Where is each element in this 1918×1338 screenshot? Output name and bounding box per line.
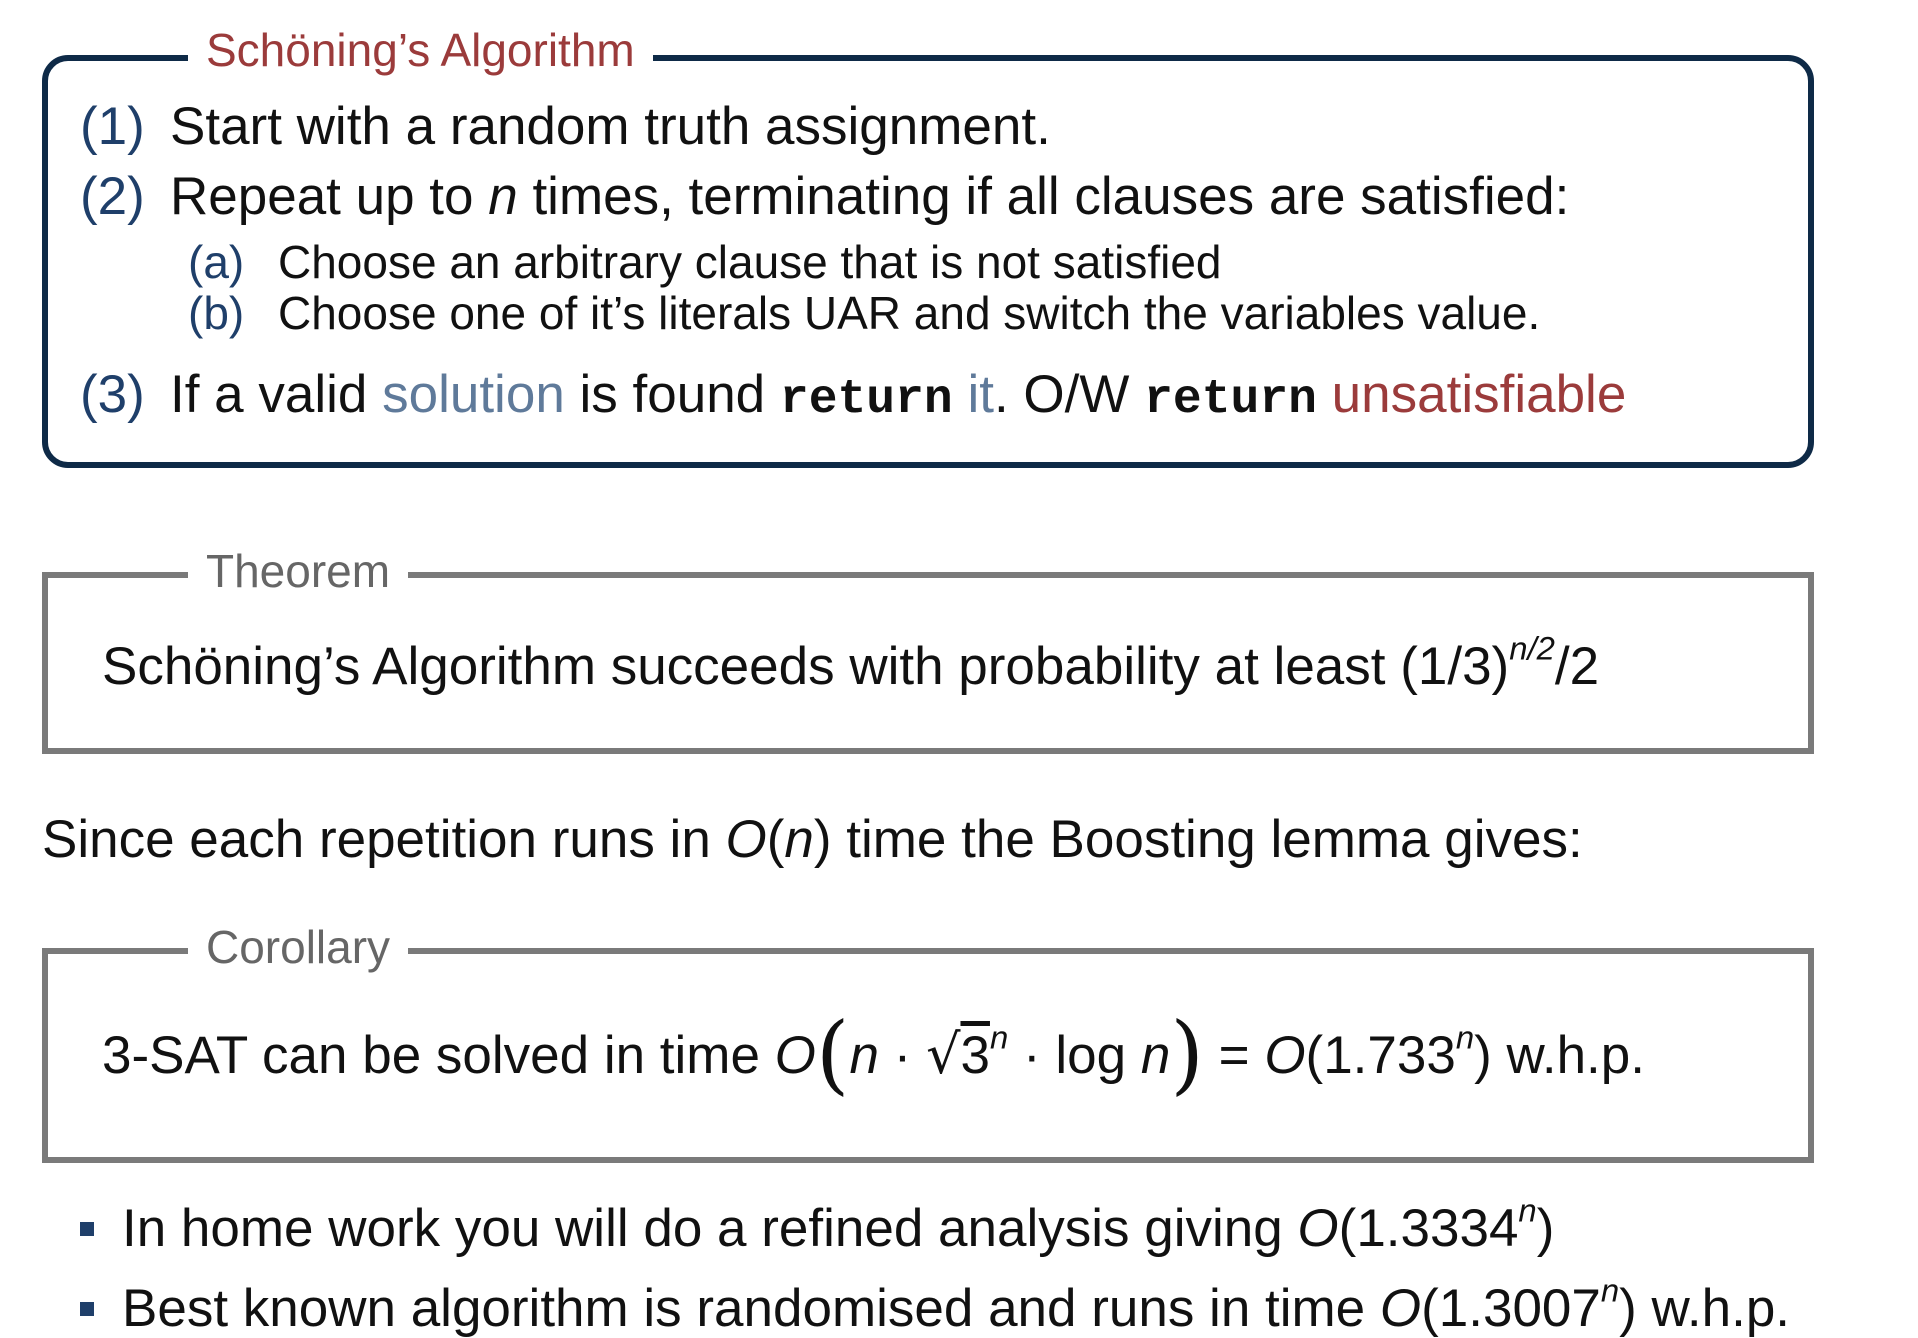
theorem-statement [102, 629, 1600, 696]
bullet-2-tail: w.h.p. [1636, 1279, 1791, 1338]
bullet-1-base: 1.3334 [1356, 1199, 1519, 1258]
corollary-dot-2: · [1022, 1026, 1041, 1085]
step-3-text-b: is found [564, 365, 780, 424]
bullet-marker-2 [80, 1302, 94, 1316]
it-word: it [967, 365, 994, 424]
corollary-right-paren: ) [1170, 1004, 1204, 1105]
theorem-title: Theorem [188, 548, 408, 594]
algorithm-title: Schöning’s Algorithm [188, 27, 653, 73]
corollary-equals: = [1218, 1026, 1250, 1085]
step-2 [80, 167, 1570, 226]
corollary-base-exponent: n [1455, 1018, 1475, 1056]
boosting-text-b: time the Boosting lemma gives: [831, 810, 1583, 869]
theorem-expr-exponent: n/2 [1509, 629, 1555, 667]
substep-a-number: (a) [188, 236, 245, 288]
substep-b [188, 287, 1541, 339]
corollary-statement: 3-SAT can be solved in time O(n · √3$^n$ · log n) = O(1.733$^n$) w.h.p. [102, 1004, 1645, 1105]
boosting-O: O [725, 810, 767, 869]
corollary-O-2: O [1264, 1026, 1306, 1085]
substep-a [188, 236, 1222, 288]
step-3 [80, 365, 1627, 427]
corollary-title: Corollary [188, 924, 408, 970]
bullet-1-O: O [1297, 1199, 1339, 1258]
corollary-base: 1.733 [1323, 1026, 1456, 1085]
return-keyword-2: return [1144, 373, 1317, 427]
corollary-log: log [1055, 1026, 1127, 1085]
bullet-item-1: In home work you will do a refined analysis giving O(1.3334$^n$) [122, 1191, 1555, 1258]
step-3-text-c: . O/W [993, 365, 1145, 424]
boosting-text-a: Since each repetition runs in [42, 810, 726, 869]
bullet-2-base: 1.3007 [1438, 1279, 1601, 1338]
unsatisfiable-word: unsatisfiable [1331, 365, 1627, 424]
substep-b-text: Choose one of it’s literals UAR and switch the variables value. [278, 287, 1541, 339]
sqrt-argument: 3 [960, 1026, 990, 1085]
theorem-expr-tail: /2 [1554, 637, 1600, 696]
corollary-log-n: n [1140, 1026, 1171, 1085]
boosting-n: n [784, 810, 814, 869]
corollary-dot-1: · [893, 1026, 912, 1085]
corollary-n: n [849, 1026, 879, 1085]
step-2-number: (2) [80, 167, 145, 226]
boosting-sentence: Since each repetition runs in O(n) time the Boosting lemma gives: [42, 810, 1583, 869]
step-3-text-a: If a valid [170, 365, 383, 424]
substep-a-text: Choose an arbitrary clause that is not satisfied [278, 236, 1222, 288]
solution-word: solution [382, 365, 565, 424]
corollary-text: 3-SAT can be solved in time [102, 1026, 775, 1085]
step-2-text-b: times, terminating if all clauses are satisfied: [517, 167, 1570, 226]
corollary-whp: w.h.p. [1506, 1026, 1645, 1085]
bullet-item-2: Best known algorithm is randomised and runs in time O(1.3007$^n$) w.h.p. [122, 1271, 1791, 1338]
bullet-1-text: In home work you will do a refined analysis giving [122, 1199, 1298, 1258]
theorem-expr-base: (1/3) [1400, 637, 1510, 696]
bullet-2-O: O [1379, 1279, 1422, 1338]
theorem-text: Schöning’s Algorithm succeeds with probability at least [102, 637, 1401, 696]
bullet-2-exponent: n [1600, 1271, 1620, 1309]
step-1-text: Start with a random truth assignment. [170, 97, 1051, 156]
corollary-O: O [774, 1026, 816, 1085]
bullet-1-exponent: n [1518, 1191, 1537, 1229]
sqrt-symbol: √ [926, 1023, 961, 1086]
step-1 [80, 97, 1051, 156]
corollary-left-paren: ( [815, 1004, 850, 1105]
sqrt-exponent: n [989, 1018, 1009, 1056]
substep-b-number: (b) [188, 287, 245, 339]
bullet-marker-1 [80, 1222, 94, 1236]
step-2-var-n: n [488, 167, 518, 226]
step-1-number: (1) [80, 97, 145, 156]
step-2-text-a: Repeat up to [170, 167, 489, 226]
return-keyword-1: return [779, 373, 953, 427]
step-3-number: (3) [80, 365, 145, 424]
bullet-2-text: Best known algorithm is randomised and runs in time [122, 1279, 1380, 1338]
